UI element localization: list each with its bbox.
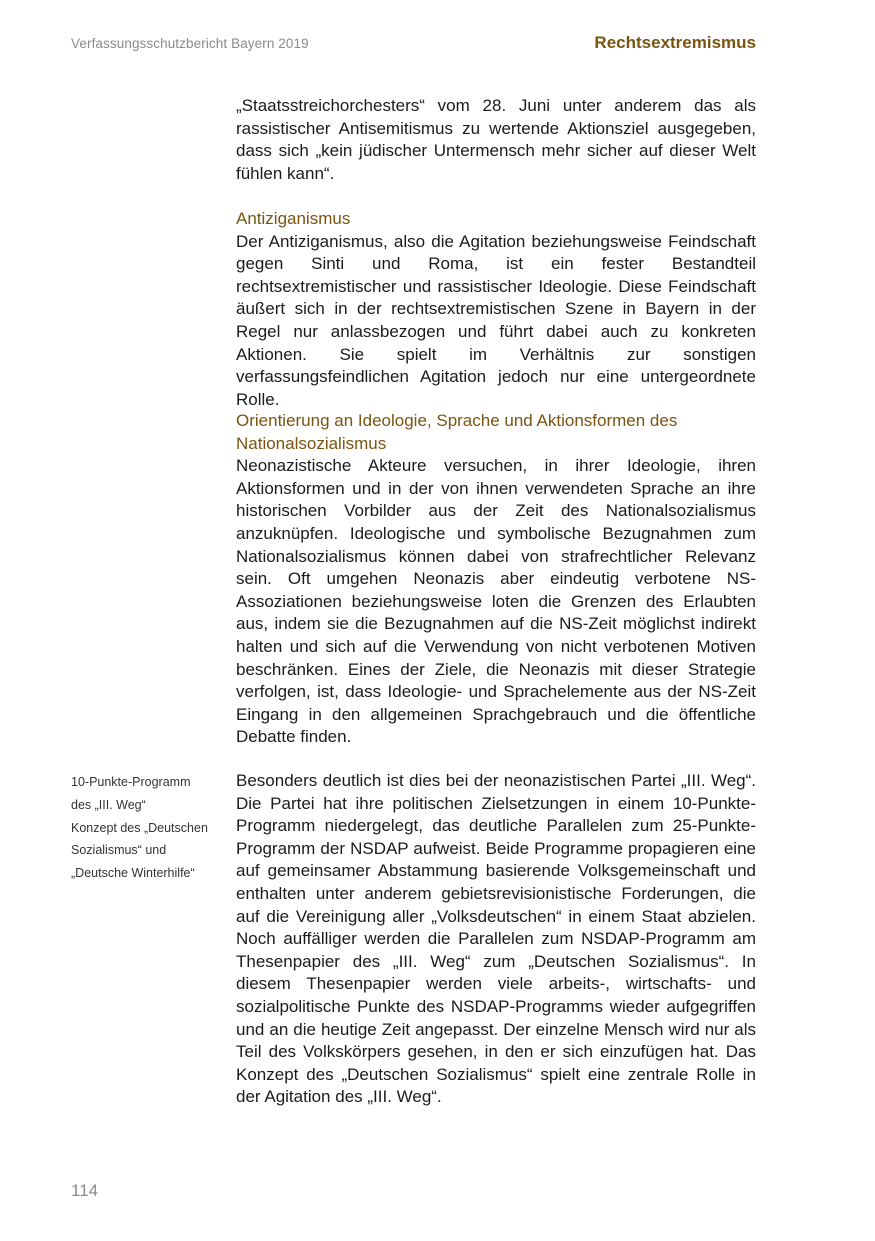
margin-note-konzept: Konzept des „Deutschen Sozialismus“ und „Deutsche Winterhilfe“ [71,820,208,881]
section-antiziganismus [236,208,756,411]
intro-paragraph: „Staatsstreichorchesters“ vom 28. Juni unter anderem das als rassistischer Antisemitismus zu wertende Aktionsziel ausgegeben, dass sich „kein jüdischer Untermensch mehr sicher auf dieser Welt fühlen kann“. [236,96,756,183]
intro-block [236,95,756,185]
section-heading-nationalsozialismus: Orientierung an Ideologie, Sprache und Aktionsformen des Nationalsozialismus [236,411,678,453]
paragraph-block-weg [236,770,756,1109]
section-nationalsozialismus [236,410,756,749]
section-heading-antiziganismus: Antiziganismus [236,209,351,228]
publication-title: Verfassungsschutzbericht Bayern 2019 [71,36,309,51]
margin-notes [71,771,211,885]
section-text-nationalsozialismus: Neonazistische Akteure versuchen, in ihrer Ideologie, ihren Aktionsformen und in der von ihnen verwendeten Sprache an ihre historischen Vorbilder aus der Zeit des Nationalsozialismus anzuknüpfen. Ideologische und symbolische Bezugnahmen zum Nationalsozialismus können dabei von strafrechtlicher Relevanz sein. Oft umgehen Neonazis aber eindeutig verbotene NS-Assoziationen beziehungsweise loten die Grenzen des Erlaubten aus, indem sie die Bezugnahmen auf die NS-Zeit möglichst indirekt halten und sich auf die Verwendung von nicht verbotenen Motiven beschränken. Eines der Ziele, die Neonazis mit dieser Strategie verfolgen, ist, dass Ideologie- und Sprachelemente aus der NS-Zeit Eingang in den allgemeinen Sprachgebrauch und die öffentliche Debatte finden. [236,456,756,747]
section-text-antiziganismus: Der Antiziganismus, also die Agitation beziehungsweise Feindschaft gegen Sinti und Roma, ist ein fester Bestandteil rechtsextremistischer und rassistischer Ideologie. Diese Feindschaft äußert sich in der rechtsextremistischen Szene in Bayern in der Regel nur anlassbezogen und führt dabei auch zu konkreten Aktionen. Sie spielt im Verhältnis zur sonstigen verfassungsfeindlichen Agitation jedoch nur eine untergeordnete Rolle. [236,231,756,409]
chapter-title: Rechtsextremismus [594,33,756,52]
page-number: 114 [71,1181,99,1200]
margin-note-10-punkte: 10-Punkte-Programm des „III. Weg“ [71,775,191,812]
paragraph-weg: Besonders deutlich ist dies bei der neonazistischen Partei „III. Weg“. Die Partei hat ihre politischen Zielsetzungen in einem 10-Punkte-Programm niedergelegt, das deutliche Parallelen zum 25-Punkte-Programm der NSDAP aufweist. Beide Programme propagieren eine auf gemeinsamer Abstammung basierende Volksgemeinschaft und enthalten unter anderem gebietsrevisionistische Forderungen, die auf die Vereinigung aller „Volksdeutschen“ in einem Staat abzielen. Noch auffälliger werden die Parallelen zum NSDAP-Programm am Thesenpapier des „III. Weg“ zum „Deutschen Sozialismus“. In diesem Thesenpapier werden viele arbeits-, wirtschafts- und sozialpolitische Punkte des NSDAP-Programms wieder aufgegriffen und an die heutige Zeit angepasst. Der einzelne Mensch wird nur als Teil des Volkskörpers gesehen, in den er sich einzufügen hat. Das Konzept des „Deutschen Sozialismus“ spielt eine zentrale Rolle in der Agitation des „III. Weg“. [236,771,756,1107]
